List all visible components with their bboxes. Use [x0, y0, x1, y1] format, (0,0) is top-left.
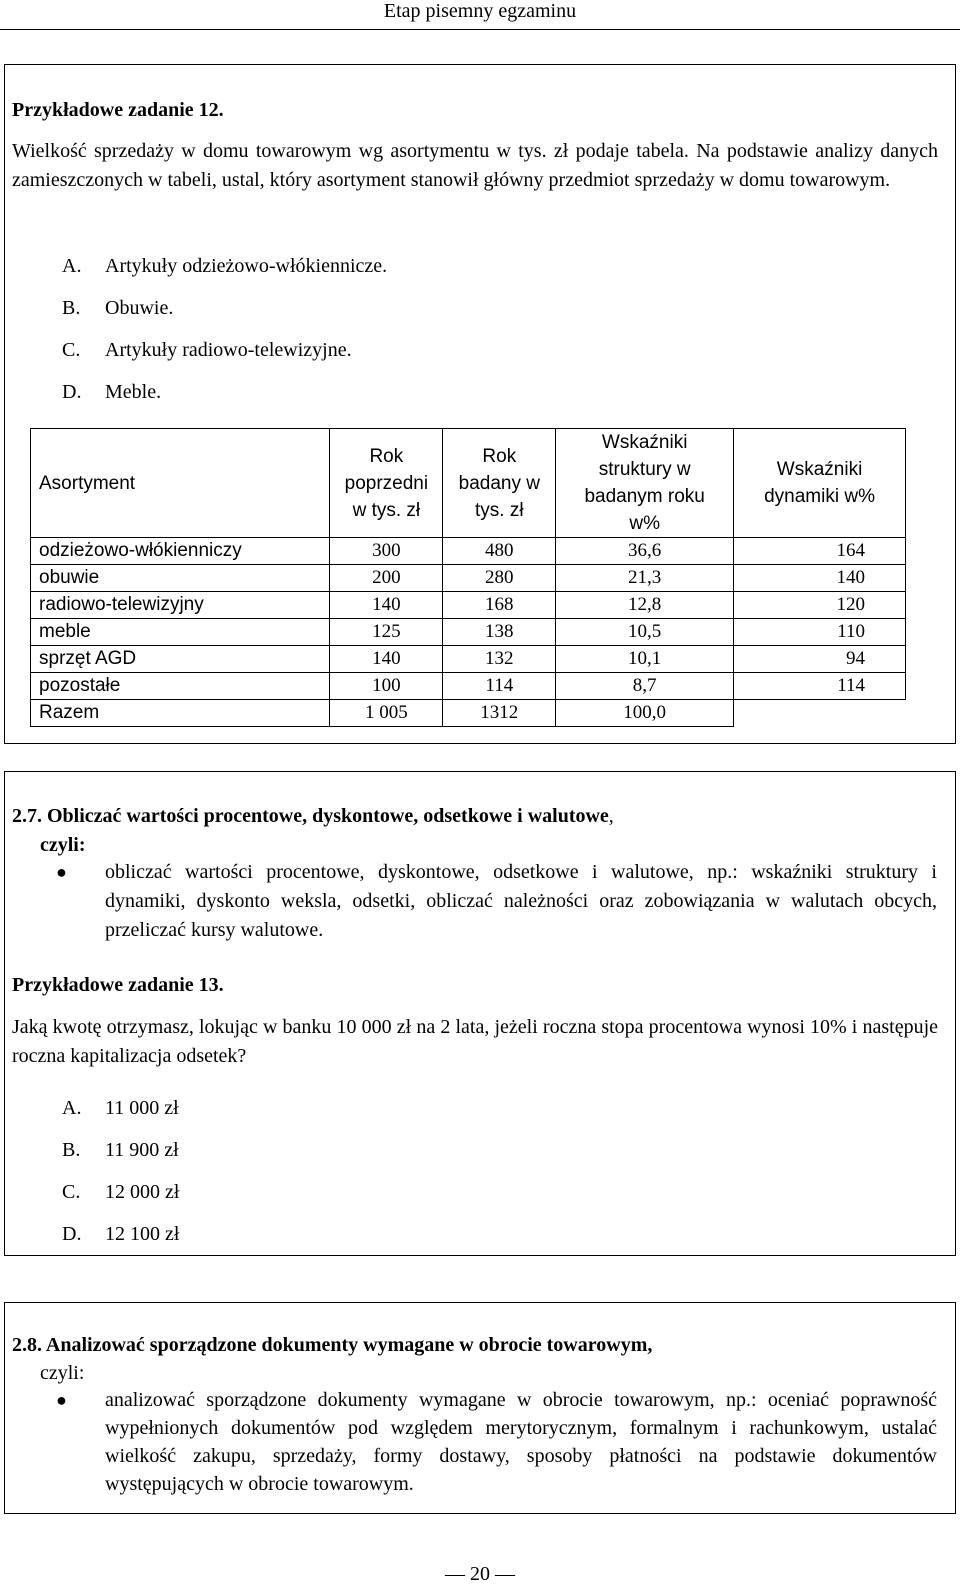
table-cell: obuwie: [31, 565, 330, 592]
table-cell: 36,6: [556, 538, 734, 565]
table-cell: 125: [330, 619, 443, 646]
option-text: 12 000 zł: [105, 1181, 180, 1203]
table-cell: 164: [734, 538, 906, 565]
table-cell: 100: [330, 673, 443, 700]
czyli-label: czyli:: [40, 834, 86, 856]
czyli-label: czyli:: [40, 1362, 85, 1384]
table-cell: 8,7: [556, 673, 734, 700]
task-13-prompt: Jaką kwotę otrzymasz, lokując w banku 10 000 zł na 2 lata, jeżeli roczna stopa procentowa wynosi 10% i następuje roczna kapitalizacja odsetek?: [12, 1016, 938, 1067]
section-number: 2.8.: [12, 1334, 42, 1356]
table-row: [31, 565, 906, 592]
table-cell: 132: [443, 646, 556, 673]
option-text: Artykuły odzieżowo-włókiennicze.: [105, 255, 388, 277]
option-letter: B.: [62, 1139, 81, 1161]
option-letter: D.: [62, 1223, 82, 1245]
table-cell: 140: [330, 592, 443, 619]
section-number: 2.7.: [12, 805, 42, 827]
table-total-row: [31, 700, 906, 727]
table-cell: 114: [734, 673, 906, 700]
table-cell: 140: [734, 565, 906, 592]
option-letter: A.: [62, 1097, 82, 1119]
option-text: 11 900 zł: [105, 1139, 179, 1161]
table-cell: 120: [734, 592, 906, 619]
table-cell: radiowo-telewizyjny: [31, 592, 330, 619]
section-2-8-bullet-text: analizować sporządzone dokumenty wymagane w obrocie towarowym, np.: oceniać poprawność wypełnionych dokumentów pod względem merytorycznym, formalnym i rachunkowym, ustalać wielkość zakupu, sprzedaży, formy dostawy, sposoby płatności na podstawie dokumentów występujących w obrocie towarowym.: [105, 1389, 937, 1495]
table-cell: 114: [443, 673, 556, 700]
table-cell: 110: [734, 619, 906, 646]
table-cell: meble: [31, 619, 330, 646]
header-cell: Wskaźniki dynamiki w%: [734, 429, 906, 538]
section-title: Obliczać wartości procentowe, dyskontowe, odsetkowe i walutowe: [47, 805, 609, 827]
section-2-7-heading: [12, 804, 614, 828]
page-number: — 20 —: [445, 1563, 515, 1585]
table-cell: 480: [443, 538, 556, 565]
option-text: Obuwie.: [105, 297, 174, 319]
bullet-icon: ●: [56, 862, 67, 882]
table-cell: 168: [443, 592, 556, 619]
section-2-8-heading: [12, 1333, 652, 1357]
table-cell: 21,3: [556, 565, 734, 592]
table-cell: 10,5: [556, 619, 734, 646]
task-13-heading: Przykładowe zadanie 13.: [12, 974, 224, 996]
table-row: [31, 592, 906, 619]
section-2-7-bullet-text: obliczać wartości procentowe, dyskontowe, odsetkowe i walutowe, np.: wskaźniki struktury i dynamiki, dyskonto weksla, odsetki, obliczać należności oraz zobowiązania w walutach obcych, przeliczać kursy walutowe.: [105, 861, 937, 941]
table-cell: 300: [330, 538, 443, 565]
table-cell: Razem: [31, 700, 330, 727]
option-text: 11 000 zł: [105, 1097, 179, 1119]
header-cell: Asortyment: [31, 429, 330, 538]
option-text: Artykuły radiowo-telewizyjne.: [105, 339, 352, 361]
table-cell: 1 005: [330, 700, 443, 727]
option-letter: C.: [62, 339, 81, 361]
table-header-row: [31, 429, 906, 538]
section-title: Analizować sporządzone dokumenty wymagane w obrocie towarowym,: [45, 1334, 653, 1356]
header-cell: Rok poprzedni w tys. zł: [330, 429, 443, 538]
bullet-icon: ●: [56, 1390, 67, 1410]
table-cell-empty: [734, 700, 906, 727]
table-cell: 280: [443, 565, 556, 592]
table-row: [31, 619, 906, 646]
table-cell: 140: [330, 646, 443, 673]
table-cell: 100,0: [556, 700, 734, 727]
header-cell: Wskaźniki struktury w badanym roku w%: [556, 429, 734, 538]
table-cell: 10,1: [556, 646, 734, 673]
table-row: [31, 538, 906, 565]
table-cell: pozostałe: [31, 673, 330, 700]
table-cell: odzieżowo-włókienniczy: [31, 538, 330, 565]
option-text: Meble.: [105, 381, 162, 403]
sales-table: [30, 428, 906, 727]
task-12-heading: Przykładowe zadanie 12.: [12, 99, 224, 121]
table-row: [31, 673, 906, 700]
table-cell: 94: [734, 646, 906, 673]
table-cell: 1312: [443, 700, 556, 727]
option-text: 12 100 zł: [105, 1223, 180, 1245]
option-letter: A.: [62, 255, 82, 277]
header-cell: Rok badany w tys. zł: [443, 429, 556, 538]
table-cell: sprzęt AGD: [31, 646, 330, 673]
option-letter: D.: [62, 381, 82, 403]
option-letter: C.: [62, 1181, 81, 1203]
header-title: Etap pisemny egzaminu: [383, 0, 577, 22]
table-cell: 12,8: [556, 592, 734, 619]
option-letter: B.: [62, 297, 81, 319]
section-comma: ,: [608, 805, 614, 827]
task-12-prompt: Wielkość sprzedaży w domu towarowym wg asortymentu w tys. zł podaje tabela. Na podstawie analizy danych zamieszczonych w tabeli, ustal, który asortyment stanowił główny przedmiot sprzedaży w domu towarowym.: [12, 140, 938, 191]
page-header: [0, 0, 960, 30]
table-row: [31, 646, 906, 673]
table-cell: 138: [443, 619, 556, 646]
table-cell: 200: [330, 565, 443, 592]
